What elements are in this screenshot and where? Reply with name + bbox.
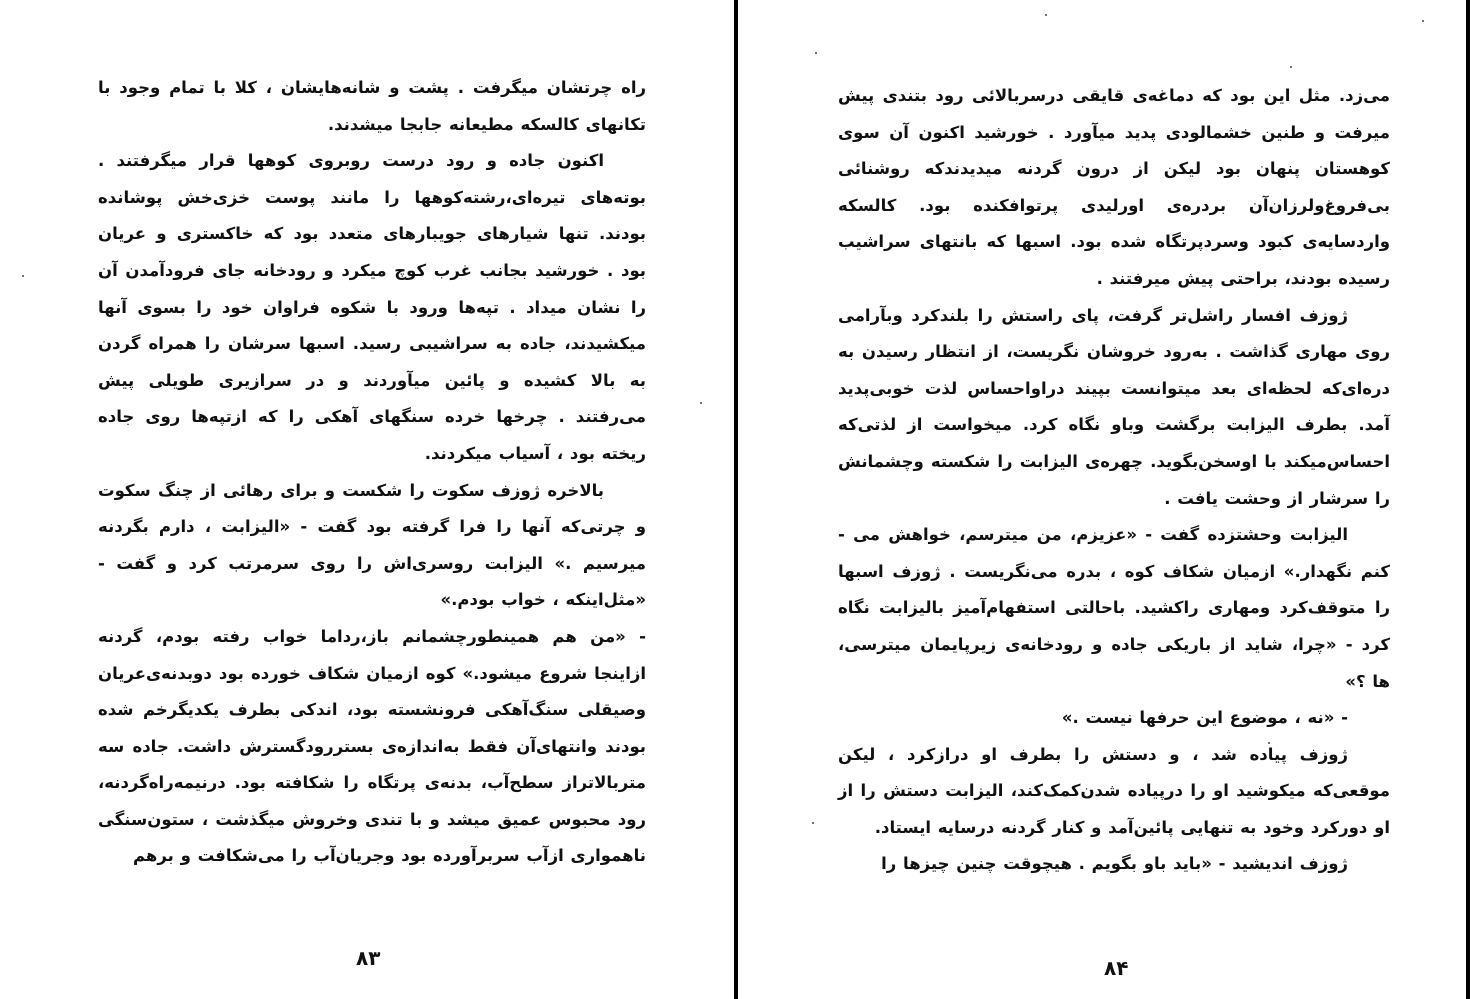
- right-paragraph-5: ژوزف پیاده شد ، و دستش را بطرف او درازکرد ، لیکن موقعی‌که میکوشید او را درپیاده شدن‌کمک‌کند، الیزابت دستش را از او دورکرد وخود به تنهایی پائین‌آمد و کنار گردنه درسایه ایستاد.: [838, 744, 1390, 837]
- right-page-text: [838, 78, 1390, 883]
- right-paragraph-3: الیزابت وحشتزده گفت - «عزیزم، من میترسم، خواهش می - کنم نگهدار.» ازمیان شکاف کوه ، بدره می‌نگریست . ژوزف اسبها را متوقف‌کرد ومهاری راکشید. باحالتی استفهام‌آمیز بالیزابت نگاه کرد - «چرا، شاید از باریکی جاده و رودخانه‌ی زیرپایمان میترسی، ها ؟»: [838, 525, 1390, 691]
- right-paragraph-4: - «نه ، موضوع این حرفها نیست .»: [1061, 708, 1348, 728]
- scan-speck: [1290, 66, 1292, 68]
- left-page-number: ۸۳: [356, 946, 381, 970]
- right-page-number: ۸۴: [1104, 956, 1129, 980]
- scan-speck: [1422, 20, 1424, 22]
- scan-speck: [815, 52, 817, 54]
- left-paragraph-3: بالاخره ژوزف سکوت را شکست و برای رهائی از چنگ سکوت و چرتی‌که آنها را فرا گرفته بود گفت - «الیزابت ، دارم بگردنه میرسیم .» الیزابت روسری‌اش را روی سرمرتب کرد و گفت - «مثل‌اینکه ، خواب بودم.»: [98, 480, 646, 610]
- right-paragraph-6: ژوزف اندیشید - «باید باو بگویم . هیچوقت چنین چیزها را: [881, 854, 1348, 874]
- right-paragraph-2: ژوزف افسار راشل‌تر گرفت، پای راستش را بلندکرد وبآرامی روی مهاری گذاشت . به‌رود خروشان نگریست، از انتظار رسیدن به دره‌ای‌که لحظه‌ای بعد میتوانست بپیند دراواحساس لذت خوبی‌پدید آمد. بطرف الیزابت برگشت وباو نگاه کرد. میخواست از لذتی‌که احساس‌میکند با اوسخن‌بگوید. چهره‌ی الیزابت را شکسته وچشمانش را سرشار از وحشت یافت .: [838, 305, 1390, 508]
- scan-speck: [22, 275, 24, 277]
- right-page: [738, 0, 1470, 999]
- scan-speck: [812, 822, 814, 824]
- scan-speck: [1268, 742, 1270, 744]
- right-page-edge: [1466, 0, 1470, 999]
- left-page-text: [98, 70, 646, 875]
- scan-speck: [700, 402, 702, 404]
- left-paragraph-2: اکنون جاده و رود درست روبروی کوهها قرار میگرفتند . بوته‌های تیره‌ای،رشته‌کوهها را مانند پوست خزی‌خش پوشانده بودند. تنها شیارهای جویبارهای متعدد بود که خاکستری و عریان بود . خورشید بجانب غرب کوچ میکرد و رودخانه جای فرودآمدن آن را نشان میداد . تپه‌ها ورود با شکوه فراوان خود را بسوی آنها میکشیدند، جاده به سراشیبی رسید. اسبها سرشان را همراه گردن به بالا کشیده و پائین میآوردند و در سرازیری طویلی پیش می‌رفتند . چرخها خرده سنگهای آهکی را که ازتپه‌ها روی جاده ریخته بود ، آسیاب میکردند.: [98, 151, 646, 463]
- scan-speck: [1045, 14, 1047, 16]
- left-page: [0, 0, 734, 999]
- left-paragraph-4: - «من هم همینطور‌چشمانم باز،‌ردا‌ما خواب رفته بودم، گردنه ازاینجا شروع میشود.» کوه ازمیان شکاف خورده بود دوبدنه‌ی‌عریان وصیقلی سنگ‌آهکی فرونشسته بود، اندکی بطرف یکدیگرخم شده بودند وانتهای‌آن فقط به‌اندازه‌ی بستررودگسترش داشت. جاده سه متربالاتراز سطح‌آب، بدنه‌ی پرتگاه را شکافته بود. درنیمه‌راه‌گردنه، رود محبوس عمیق میشد و با تندی وخروش میگذشت ، ستون‌سنگی ناهمواری ازآب سربرآورده بود وجریان‌آب را می‌شکافت و برهم: [98, 626, 646, 866]
- right-paragraph-1: می‌زد. مثل این بود که دماغه‌ی قایقی درسربالائی رود بتندی پیش میرفت و طنین خشمالودی پدید میآورد . خورشید اکنون آن سوی کوهستان پنهان بود لیکن از درون گردنه میدیدندکه روشنائی بی‌فروغ‌ولرزان‌آن بردره‌ی اورلیدی پرتوافکنده بود. کالسکه واردسایه‌ی کبود وسردپرتگاه شده بود. اسبها که بانتهای سراشیب رسیده بودند، براحتی پیش میرفتند .: [838, 86, 1390, 288]
- left-paragraph-1: راه چرتشان میگرفت . پشت و شانه‌هایشان ، کلا با تمام وجود با تکانهای کالسکه مطیعانه جابجا میشدند.: [98, 78, 646, 134]
